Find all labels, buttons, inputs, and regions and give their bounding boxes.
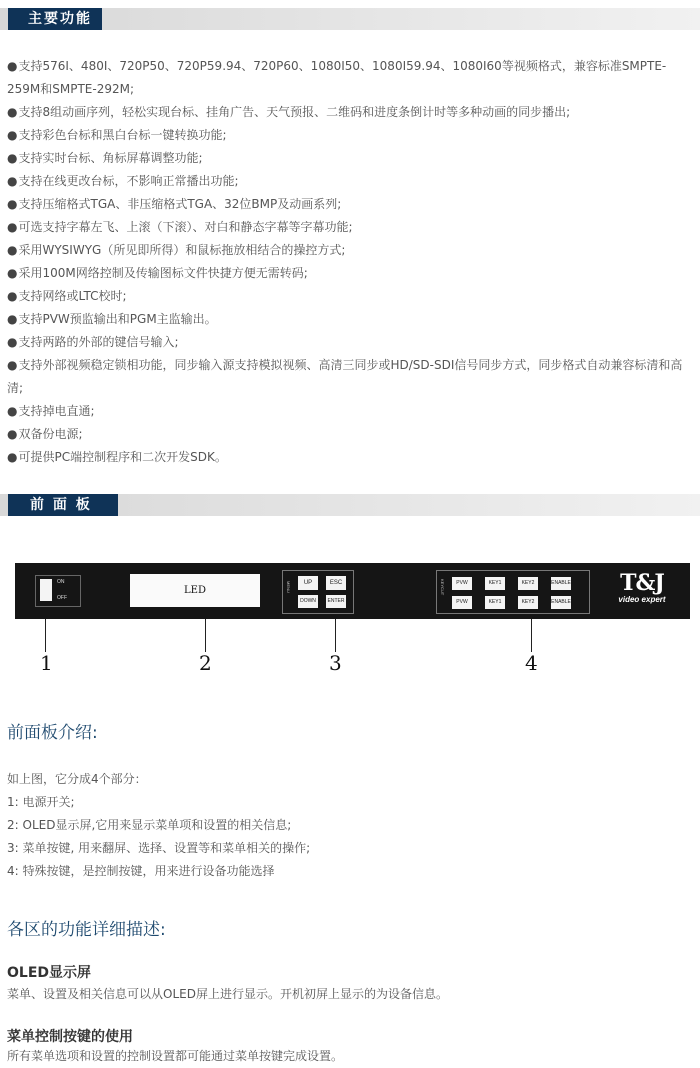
feature-item: ●支持8组动画序列，轻松实现台标、挂角广告、天气预报、二维码和进度条倒计时等多种动画的同步播出; [7,105,571,119]
menu-key-enter: ENTER [326,595,346,608]
bullet-icon: ● [7,427,18,441]
feature-item: ●支持彩色台标和黑白台标一键转换功能; [7,128,227,142]
special-key-group [436,570,590,614]
feature-item: ●双备份电源; [7,427,83,441]
pointer-number-4: 4 [525,651,538,675]
feature-item: ●支持压缩格式TGA、非压缩格式TGA、32位BMP及动画系列; [7,197,342,211]
special-group-label: KEYCUT [440,579,445,596]
bullet-icon: ● [7,404,18,418]
feature-item: ●支持PVW预监输出和PGM主监输出。 [7,312,217,326]
menu-keys-description: 所有菜单选项和设置的控制设置都可能通过菜单按键完成设置。 [7,1049,344,1063]
special-key-key1: KEY1 [485,596,505,609]
pointer-number-2: 2 [199,651,212,675]
bullet-icon: ● [7,220,18,234]
features-list [7,55,697,469]
brand-logo-sub: video expert [618,595,666,604]
menu-group-label: MENU [286,581,291,593]
bullet-icon: ● [7,151,18,165]
menu-key-esc: ESC [326,576,346,590]
front-panel-section-bar [0,494,700,516]
bullet-icon: ● [7,312,18,326]
features-section-bar [0,8,700,30]
feature-item: ●采用100M网络控制及传输图标文件快捷方便无需转码; [7,266,308,280]
intro-line: 1: 电源开关; [7,795,75,809]
feature-item: ●支持实时台标、角标屏幕调整功能; [7,151,203,165]
menu-keys-heading: 菜单控制按键的使用 [7,1029,133,1045]
power-switch-knob [40,579,52,601]
front-panel-section-title: 前 面 板 [8,494,118,516]
pointer-line-1 [45,619,46,652]
bullet-icon: ● [7,266,18,280]
pointer-number-1: 1 [40,651,53,675]
bullet-icon: ● [7,174,18,188]
menu-key-group [282,570,354,614]
bullet-icon: ● [7,450,18,464]
details-heading: 各区的功能详细描述: [7,920,166,940]
special-key-key1: KEY1 [485,577,505,590]
bullet-icon: ● [7,358,18,372]
led-display: LED [130,574,260,607]
bullet-icon: ● [7,105,18,119]
intro-line: 2: OLED显示屏,它用来显示菜单项和设置的相关信息; [7,818,292,832]
bullet-icon: ● [7,335,18,349]
bullet-icon: ● [7,59,18,73]
pointer-line-2 [205,619,206,652]
oled-heading: OLED显示屏 [7,965,92,981]
brand-logo [612,571,672,611]
menu-key-down: DOWN [298,595,318,608]
pointer-line-3 [335,619,336,652]
menu-key-up: UP [298,576,318,590]
special-key-enable: ENABLE [551,577,571,590]
special-key-key2: KEY2 [518,596,538,609]
intro-heading: 前面板介绍: [7,723,98,743]
intro-line: 3: 菜单按键, 用来翻屏、选择、设置等和菜单相关的操作; [7,841,311,855]
special-key-key2: KEY2 [518,577,538,590]
special-key-enable: ENABLE [551,596,571,609]
front-panel-diagram [15,563,690,619]
feature-item: ●采用WYSIWYG（所见即所得）和鼠标拖放相结合的操控方式; [7,243,346,257]
feature-item: ●支持在线更改台标，不影响正常播出功能; [7,174,239,188]
intro-line: 4: 特殊按键，是控制按键，用来进行设备功能选择 [7,864,275,878]
feature-item: ●可提供PC端控制程序和二次开发SDK。 [7,450,227,464]
feature-item: ●支持576I、480I、720P50、720P59.94、720P60、1080I50、1080I59.94、1080I60等视频格式，兼容标准SMPTE-259M和SMPTE-292M; [7,59,667,96]
feature-item: ●支持掉电直通; [7,404,95,418]
brand-logo-main: T&J [620,570,664,596]
features-section-title: 主要功能 [8,8,102,30]
pointer-number-3: 3 [329,651,342,675]
bullet-icon: ● [7,197,18,211]
feature-item: ●支持两路的外部的键信号输入; [7,335,179,349]
feature-item: ●支持网络或LTC校时; [7,289,127,303]
pointer-line-4 [531,619,532,652]
special-key-pvw: PVW [452,596,472,609]
bullet-icon: ● [7,243,18,257]
bullet-icon: ● [7,289,18,303]
feature-item: ●可选支持字幕左飞、上滚（下滚）、对白和静态字幕等字幕功能; [7,220,353,234]
oled-description: 菜单、设置及相关信息可以从OLED屏上进行显示。开机初屏上显示的为设备信息。 [7,987,448,1001]
bullet-icon: ● [7,128,18,142]
special-key-pvw: PVW [452,577,472,590]
intro-line: 如上图，它分成4个部分： [7,772,147,786]
feature-item: ●支持外部视频稳定锁相功能，同步输入源支持模拟视频、高清三同步或HD/SD-SDI信号同步方式，同步格式自动兼容标清和高清; [7,358,683,395]
power-switch [35,575,81,607]
switch-off-label: OFF [57,595,67,601]
switch-on-label: ON [57,579,65,585]
